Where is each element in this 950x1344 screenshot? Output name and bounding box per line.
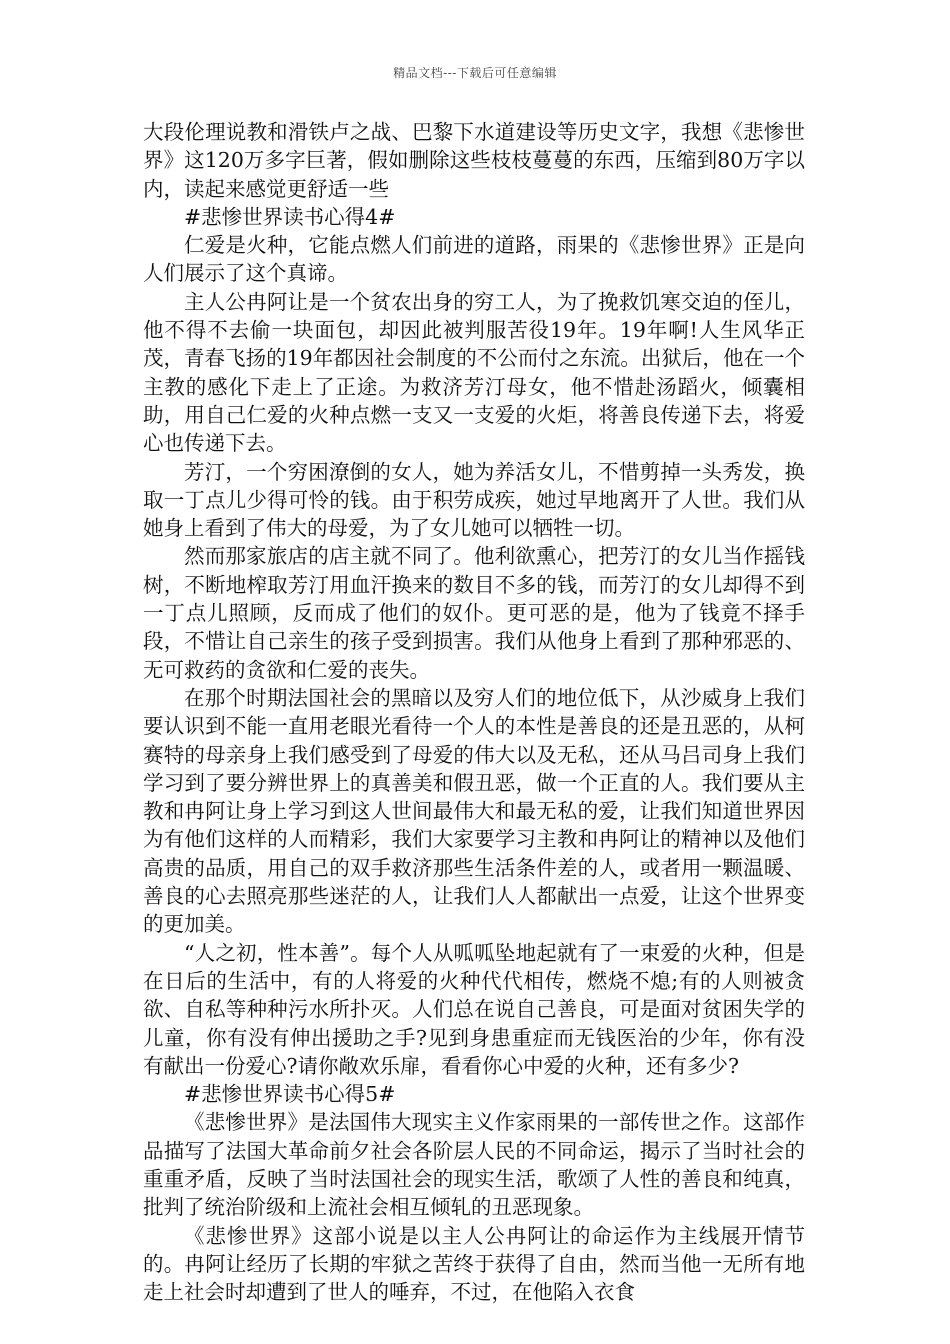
section-heading: #悲惨世界读书心得4#	[184, 204, 396, 229]
section-heading: #悲惨世界读书心得5#	[184, 1082, 396, 1107]
paragraph: “人之初，性本善”。每个人从呱呱坠地起就有了一束爱的火种，但是在日后的生活中，有的人将爱的火种代代相传，燃烧不熄;有的人则被贪欲、自私等种种污水所扑灭。人们总在说自己善良，可是面对贫困失学的儿童，你有没有伸出援助之手?见到身患重症而无钱医治的少年，你有没有献出一份爱心?请你敞欢乐扉，看看你心中爱的火种，还有多少?	[143, 940, 805, 1078]
paragraph: 然而那家旅店的店主就不同了。他利欲熏心，把芳汀的女儿当作摇钱树，不断地榨取芳汀用血汗换来的数目不多的钱，而芳汀的女儿却得不到一丁点儿照顾，反而成了他们的奴仆。更可恶的是，他为了钱竟不择手段，不惜让自己亲生的孩子受到损害。我们从他身上看到了那种邪恶的、无可救药的贪欲和仁爱的丧失。	[143, 544, 805, 682]
paragraph: 《悲惨世界》这部小说是以主人公冉阿让的命运作为主线展开情节的。冉阿让经历了长期的牢狱之苦终于获得了自由，然而当他一无所有地走上社会时却遭到了世人的唾弃，不过，在他陷入衣食	[143, 1223, 805, 1305]
paragraph: 芳汀，一个穷困潦倒的女人，她为养活女儿，不惜剪掉一头秀发，换取一丁点儿少得可怜的钱。由于积劳成疾，她过早地离开了人世。我们从她身上看到了伟大的母爱，为了女儿她可以牺牲一切。	[143, 459, 805, 541]
paragraph: 仁爱是火种，它能点燃人们前进的道路，雨果的《悲惨世界》正是向人们展示了这个真谛。	[143, 233, 805, 286]
paragraph: 在那个时期法国社会的黑暗以及穷人们的地位低下，从沙威身上我们要认识到不能一直用老眼光看待一个人的本性是善良的还是丑恶的，从柯赛特的母亲身上我们感受到了母爱的伟大以及无私，还从马吕司身上我们学习到了要分辨世界上的真善美和假丑恶，做一个正直的人。我们要从主教和冉阿让身上学习到这人世间最伟大和最无私的爱，让我们知道世界因为有他们这样的人而精彩，我们大家要学习主教和冉阿让的精神以及他们高贵的品质，用自己的双手救济那些生活条件差的人，或者用一颗温暖、善良的心去照亮那些迷茫的人，让我们人人都献出一点爱，让这个世界变的更加美。	[143, 685, 805, 937]
paragraph: 主人公冉阿让是一个贫农出身的穷工人，为了挽救饥寒交迫的侄儿，他不得不去偷一块面包，却因此被判服苦役19年。19年啊!人生风华正茂，青春飞扬的19年都因社会制度的不公而付之东流。出狱后，他在一个主教的感化下走上了正途。为救济芳汀母女，他不惜赴汤蹈火，倾囊相助，用自己仁爱的火种点燃一支又一支爱的火炬，将善良传递下去，将爱心也传递下去。	[143, 289, 805, 456]
page-header: 精品文档---下载后可任意编辑	[393, 66, 557, 80]
document-body	[143, 118, 805, 1306]
paragraph: 大段伦理说教和滑铁卢之战、巴黎下水道建设等历史文字，我想《悲惨世界》这120万多字巨著，假如删除这些枝枝蔓蔓的东西，压缩到80万字以内，读起来感觉更舒适一些	[143, 120, 805, 201]
paragraph: 《悲惨世界》是法国伟大现实主义作家雨果的一部传世之作。这部作品描写了法国大革命前夕社会各阶层人民的不同命运，揭示了当时社会的重重矛盾，反映了当时法国社会的现实生活，歌颂了人性的善良和纯真，批判了统治阶级和上流社会相互倾轧的丑恶现象。	[143, 1110, 805, 1220]
